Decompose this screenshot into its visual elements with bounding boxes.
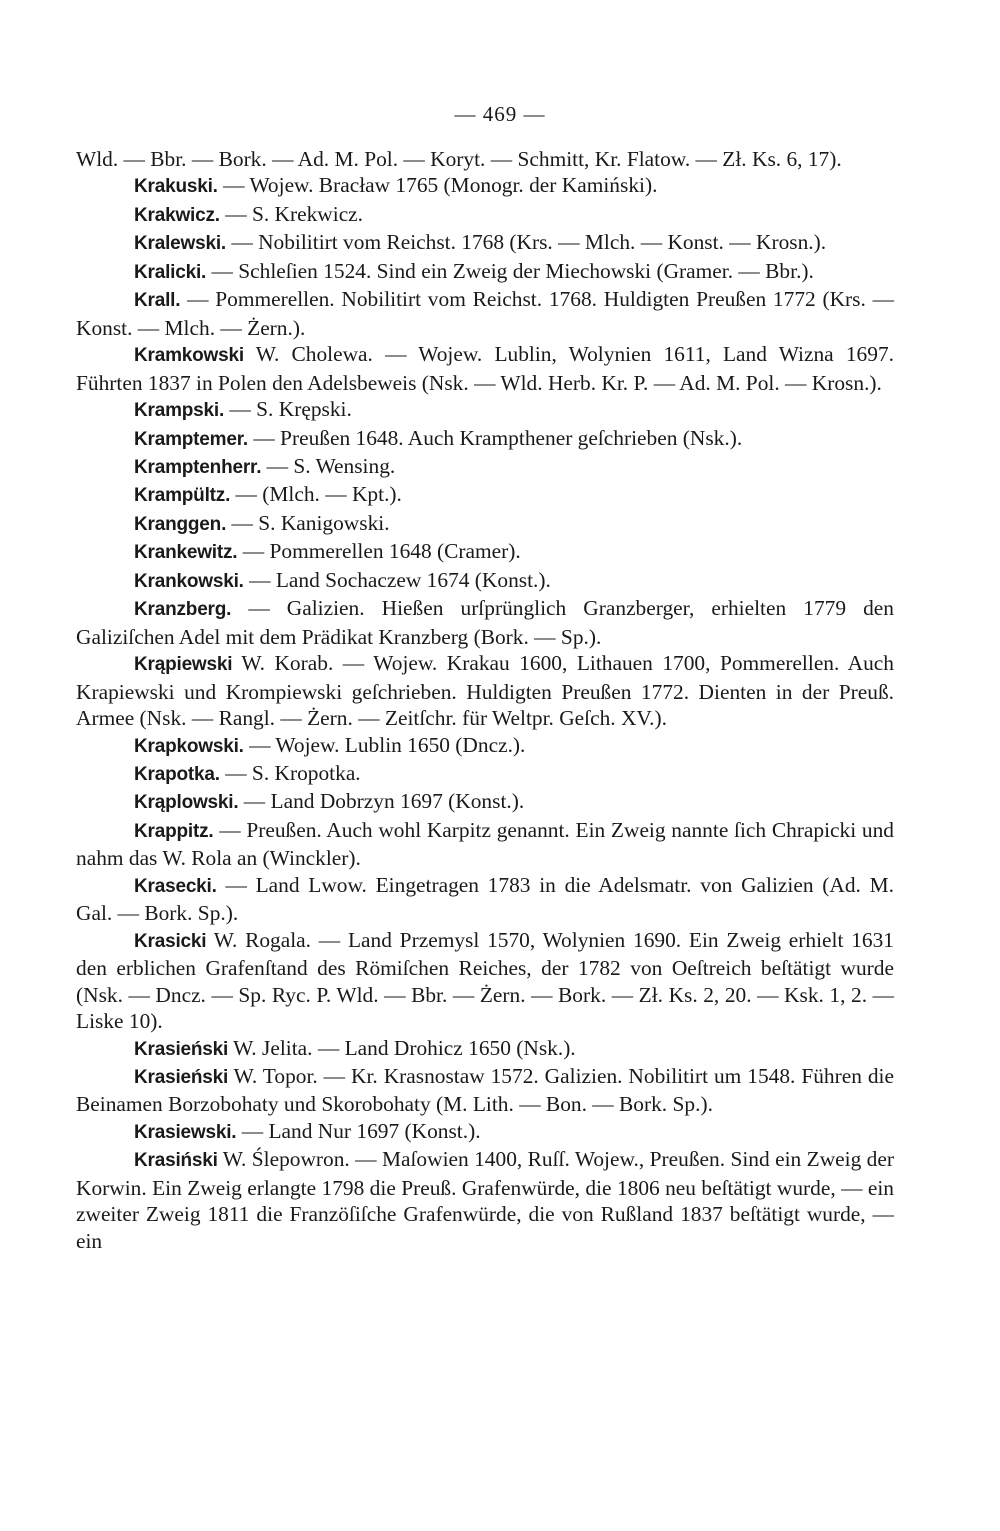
entry-headword: Kramptemer. (134, 428, 248, 450)
entry-text: — Preußen. Auch wohl Karpitz genannt. Ein Zweig nannte ſich Chrapicki und nahm das W. Rola an (Winckler). (76, 817, 894, 871)
dictionary-entry (76, 760, 894, 788)
entry-headword: Kramkowski (134, 345, 244, 367)
entry-text: — Land Nur 1697 (Konst.). (236, 1118, 481, 1143)
entry-text: — S. Kanigowski. (226, 510, 390, 535)
entry-headword: Krall. (134, 290, 181, 312)
entry-text: W. Cholewa. — Wojew. Lublin, Wolynien 1611, Land Wizna 1697. Führten 1837 in Polen den Adelsbeweis (Nsk. — Wld. Herb. Kr. P. — Ad. M. Pol. — Krosn.). (76, 342, 894, 395)
entry-text: — Land Lwow. Eingetragen 1783 in die Adelsmatr. von Galizien (Ad. M. Gal. — Bork. Sp.). (76, 872, 894, 926)
entry-text: — S. Krekwicz. (219, 201, 364, 226)
dictionary-entry (76, 817, 894, 872)
entry-text: — S. Krępski. (224, 397, 352, 422)
entry-headword: Kranzberg. (134, 599, 232, 621)
dictionary-entry (76, 258, 894, 286)
entry-text: — (Mlch. — Kpt.). (230, 482, 402, 507)
entry-headword: Krasieński (134, 1066, 229, 1088)
dictionary-entry (76, 286, 894, 341)
entry-headword: Kralicki. (134, 261, 207, 283)
page-number-header: — 469 — (454, 102, 546, 126)
dictionary-entry (76, 650, 894, 731)
entry-text: — Wojew. Lublin 1650 (Dncz.). (243, 732, 526, 757)
entry-headword: Krasicki (134, 930, 207, 952)
dictionary-entry (76, 201, 894, 229)
dictionary-entry (76, 481, 894, 509)
entry-headword: Kramptenherr. (134, 456, 262, 478)
dictionary-entry (76, 425, 894, 453)
entry-headword: Krasiewski. (134, 1121, 237, 1143)
entry-text: — Preußen 1648. Auch Krampthener geſchrieben (Nsk.). (247, 425, 743, 450)
entry-headword: Krappitz. (134, 820, 214, 842)
dictionary-entry (76, 732, 894, 760)
entry-text: W. Rogala. — Land Przemysl 1570, Wolynien 1690. Ein Zweig erhielt 1631 den erblichen Grafenſtand des Römiſchen Reiches, der 1782 von Oeſtreich beſtätigt wurde (Nsk. — Dncz. — Sp. Ryc. P. Wld. — Bbr. — Żern. — Bork. — Zł. Ks. 2, 20. — Ksk. 1, 2. — Liske 10). (76, 927, 894, 1034)
entry-headword: Krampültz. (134, 485, 231, 507)
entry-headword: Krankewitz. (134, 542, 238, 564)
dictionary-entry (76, 172, 894, 200)
entry-headword: Krankowski. (134, 570, 244, 592)
entry-text: — S. Wensing. (261, 453, 396, 478)
entry-text: — Wojew. Bracław 1765 (Monogr. der Kamiński). (217, 173, 658, 198)
entry-text: W. Topor. — Kr. Krasnostaw 1572. Galizien. Nobilitirt um 1548. Führen die Beinamen Borzobohaty und Skorobohaty (M. Lith. — Bon. — Bork. Sp.). (76, 1063, 894, 1117)
dictionary-entry (76, 1146, 894, 1254)
dictionary-entry (76, 538, 894, 566)
dictionary-entry (76, 595, 894, 650)
dictionary-entry (76, 872, 894, 927)
dictionary-entry (76, 1063, 894, 1118)
entry-text: — Land Dobrzyn 1697 (Konst.). (238, 789, 525, 814)
entry-headword: Kralewski. (134, 233, 226, 255)
dictionary-entry (76, 396, 894, 424)
dictionary-entry (76, 453, 894, 481)
dictionary-entry (76, 788, 894, 816)
entry-headword: Krąpiewski (134, 654, 233, 676)
entry-headword: Krapkowski. (134, 735, 244, 757)
entry-headword: Kranggen. (134, 513, 227, 535)
entry-text: W. Ślepowron. — Maſowien 1400, Ruſſ. Wojew., Preußen. Sind ein Zweig der Korwin. Ein Zweig erlangte 1798 die Preuß. Grafenwürde, die 1806 neu beſtätigt wurde, — ein zweiter Zweig 1811 die Franzöſiſche Grafenwürde, die von Rußland 1837 beſtätigt wurde, — ein (76, 1147, 894, 1253)
entry-headword: Krasecki. (134, 875, 217, 897)
entry-text: Wld. — Bbr. — Bork. — Ad. M. Pol. — Koryt. — Schmitt, Kr. Flatow. — Zł. Ks. 6, 17). (76, 147, 842, 171)
dictionary-entry (76, 229, 894, 257)
dictionary-entry (76, 341, 894, 396)
dictionary-entry (76, 1035, 894, 1063)
entry-text: — Land Sochaczew 1674 (Konst.). (243, 567, 551, 592)
dictionary-entry (76, 146, 894, 172)
entry-headword: Krampski. (134, 400, 225, 422)
entry-headword: Krasiński (134, 1150, 218, 1172)
entry-text: W. Korab. — Wojew. Krakau 1600, Lithauen 1700, Pommerellen. Auch Krapiewski und Krompiewski geſchrieben. Huldigten Preußen 1772. Dienten in der Preuß. Armee (Nsk. — Rangl. — Żern. — Zeitſchr. für Weltpr. Geſch. XV.). (76, 651, 894, 731)
entry-text: — Pommerellen 1648 (Cramer). (237, 539, 521, 564)
entry-text: — Nobilitirt vom Reichst. 1768 (Krs. — Mlch. — Konst. — Krosn.). (226, 230, 827, 255)
entry-headword: Krakwicz. (134, 204, 220, 226)
entries-body (76, 146, 894, 1254)
dictionary-entry (76, 1118, 894, 1146)
dictionary-entry (76, 510, 894, 538)
entry-text: W. Jelita. — Land Drohicz 1650 (Nsk.). (228, 1035, 576, 1060)
entry-headword: Krakuski. (134, 176, 218, 198)
dictionary-entry (76, 567, 894, 595)
entry-headword: Krasieński (134, 1038, 229, 1060)
entry-text: — Pommerellen. Nobilitirt vom Reichst. 1768. Huldigten Preußen 1772 (Krs. — Konst. — Mlch. — Żern.). (76, 287, 894, 340)
dictionary-entry (76, 927, 894, 1035)
entry-headword: Krąplowski. (134, 792, 239, 814)
entry-text: — Galizien. Hießen urſprünglich Granzberger, erhielten 1779 den Galiziſchen Adel mit dem Prädikat Kranzberg (Bork. — Sp.). (76, 596, 894, 649)
entry-headword: Krapotka. (134, 763, 220, 785)
entry-text: — Schleſien 1524. Sind ein Zweig der Miechowski (Gramer. — Bbr.). (206, 258, 814, 283)
entry-text: — S. Kropotka. (219, 760, 361, 785)
